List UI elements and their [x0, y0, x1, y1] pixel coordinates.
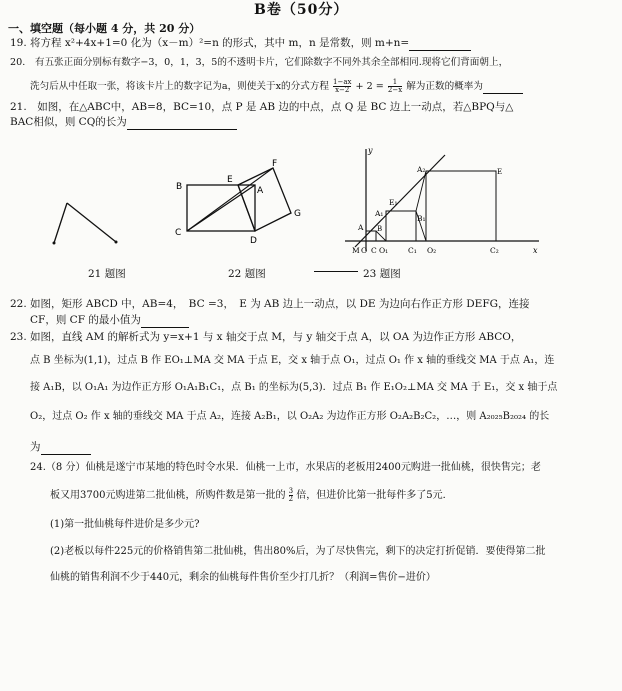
- question-20-end: 解为正数的概率为: [406, 81, 483, 92]
- fig23-label-b: B: [377, 225, 383, 233]
- fig23-label-c2: C₂: [490, 246, 499, 255]
- question-22-text: CF，则 CF 的最小值为: [30, 314, 141, 326]
- fig22-label-d: D: [250, 236, 257, 246]
- figure-22: [170, 156, 315, 246]
- fig23-label-o: O: [361, 246, 368, 255]
- fig22-label-f: F: [272, 159, 278, 169]
- question-21-line-2: [10, 116, 237, 130]
- fig22-label-c: C: [175, 228, 182, 238]
- fraction-2: [388, 79, 402, 94]
- caption-figure-21: 21 题图: [88, 268, 126, 280]
- question-21-line-1: 21. 如图，在△ABC中，AB=8，BC=10，点 P 是 AB 边的中点，点 Q 是 BC 边上一动点，若△BPQ与△: [10, 101, 514, 113]
- fraction-three-halves: [289, 488, 293, 503]
- fig23-segment: [416, 171, 426, 211]
- fig21-side-ab: [54, 203, 67, 243]
- caption-figure-23: 23 题图: [363, 268, 401, 280]
- fig23-label-o1: O₁: [379, 246, 389, 255]
- equation-middle: + 2 =: [355, 81, 384, 92]
- fig23-square-2: [426, 171, 496, 241]
- question-22-line-1: 22. 如图，矩形 ABCD 中，AB=4， BC =3， E 为 AB 边上一动点，以 DE 为边向右作正方形 DEFG，连接: [10, 298, 530, 310]
- fig23-label-e: E: [497, 168, 503, 176]
- fig23-label-c: C: [371, 246, 377, 255]
- figure-23: [345, 143, 545, 258]
- question-19-text: 19. 将方程 x²+4x+1=0 化为（x－m）²=n 的形式，其中 m，n 是常数，则 m+n=: [10, 37, 410, 49]
- fig22-label-b: B: [176, 182, 183, 192]
- fig23-label-x: x: [533, 246, 538, 255]
- question-20-text: 洗匀后从中任取一张，将该卡片上的数字记为a，则使关于x的分式方程: [30, 81, 329, 92]
- question-21-text: BAC相似，则 CQ的长为: [10, 116, 127, 128]
- question-22-line-2: [30, 314, 189, 328]
- fig23-label-m: M: [352, 246, 360, 255]
- figure-21: [40, 195, 130, 255]
- fig21-side-ac: [67, 203, 116, 242]
- question-23-text: 为: [30, 441, 41, 453]
- fraction-1-numerator: 1−ax: [333, 78, 352, 86]
- question-24-text-a: 板又用3700元购进第二批仙桃，所购件数是第一批的: [50, 490, 286, 501]
- fig23-label-o2: O₂: [427, 246, 437, 255]
- caption-rule: [314, 271, 358, 272]
- question-24-text-b: 倍，但进价比第一批每件多了5元．: [296, 490, 453, 501]
- question-19: [10, 37, 471, 51]
- question-24-line-1: 24.（8 分）仙桃是遂宁市某地的特色时令水果．仙桃一上市，水果店的老板用2400元购进一批仙桃，很快售完；老: [30, 462, 541, 473]
- fig22-label-e: E: [227, 175, 233, 185]
- section-heading: 一、填空题（每小题 4 分，共 20 分）: [8, 22, 201, 35]
- fig23-line-am: [355, 155, 445, 247]
- fig23-square-1: [386, 211, 416, 241]
- fig23-label-a: A: [358, 223, 364, 232]
- question-23-line-4: O₂，过点 O₂ 作 x 轴的垂线交 MA 于点 A₂，连接 A₂B₁，以 O₂A₂ 为边作正方形 O₂A₂B₂C₂，…，则 A₂₀₂₅B₂₀₂₄ 的长: [30, 411, 550, 422]
- question-24-sub-2-line-1: (2)老板以每件225元的价格销售第二批仙桃，售出80%后，为了尽快售完，剩下的决定打折促销．要使得第二批: [50, 546, 546, 557]
- fig21-point: [53, 242, 56, 245]
- question-24-sub-1: (1)第一批仙桃每件进价是多少元?: [50, 519, 200, 530]
- fig23-label-b1: B₁: [417, 214, 426, 223]
- answer-blank-23[interactable]: [41, 441, 91, 455]
- question-24-sub-2-line-2: 仙桃的销售利润不少于440元，剩余的仙桃每件售价至少打几折？（利润=售价−进价）: [50, 572, 436, 583]
- fig22-square-defg: [238, 168, 291, 231]
- fraction-2-denominator: 2−x: [387, 86, 403, 94]
- fig23-square-abco: [366, 231, 376, 241]
- fraction-2-numerator: 1: [388, 79, 402, 87]
- caption-figure-22: 22 题图: [228, 268, 266, 280]
- question-23-line-1: 23. 如图，直线 AM 的解析式为 y=x+1 与 x 轴交于点 M，与 y 轴交于点 A，以 OA 为边作正方形 ABCO，: [10, 331, 522, 343]
- question-20-line-1: 20. 有五张正面分别标有数字−3，0，1，3，5的不透明卡片，它们除数字不同外其余全部相同.现将它们背面朝上，: [10, 57, 509, 68]
- question-20-line-2: [30, 79, 523, 94]
- fig22-label-g: G: [294, 209, 301, 219]
- fraction-1-denominator: x−2: [335, 86, 350, 94]
- page-title: B卷（50分）: [254, 2, 349, 18]
- answer-blank-19[interactable]: [409, 37, 471, 51]
- fraction-numerator: 3: [288, 487, 294, 495]
- fig23-label-c1: C₁: [408, 246, 417, 255]
- fraction-denominator: 2: [288, 495, 294, 503]
- fig23-label-a1: A₁: [375, 209, 384, 218]
- question-24-line-2: [50, 488, 453, 503]
- question-23-line-2: 点 B 坐标为(1,1)，过点 B 作 EO₁⊥MA 交 MA 于点 E，交 x 轴于点 O₁，过点 O₁ 作 x 轴的垂线交 MA 于点 A₁，连: [30, 355, 555, 366]
- answer-blank-21[interactable]: [127, 116, 237, 130]
- fig21-point: [115, 241, 118, 244]
- answer-blank-22[interactable]: [141, 314, 189, 328]
- fig23-label-y: y: [368, 146, 373, 155]
- fraction-1: [333, 79, 351, 94]
- fig23-label-a2: A₂: [417, 165, 426, 174]
- question-23-line-5: [30, 441, 91, 455]
- fig23-label-e1: E₁: [389, 198, 398, 207]
- question-23-line-3: 接 A₁B，以 O₁A₁ 为边作正方形 O₁A₁B₁C₁，点 B₁ 的坐标为(5,3)．过点 B₁ 作 E₁O₂⊥MA 交 MA 于 E₁，交 x 轴于点: [30, 382, 558, 393]
- fig22-label-a: A: [257, 186, 264, 196]
- answer-blank-20[interactable]: [483, 80, 523, 94]
